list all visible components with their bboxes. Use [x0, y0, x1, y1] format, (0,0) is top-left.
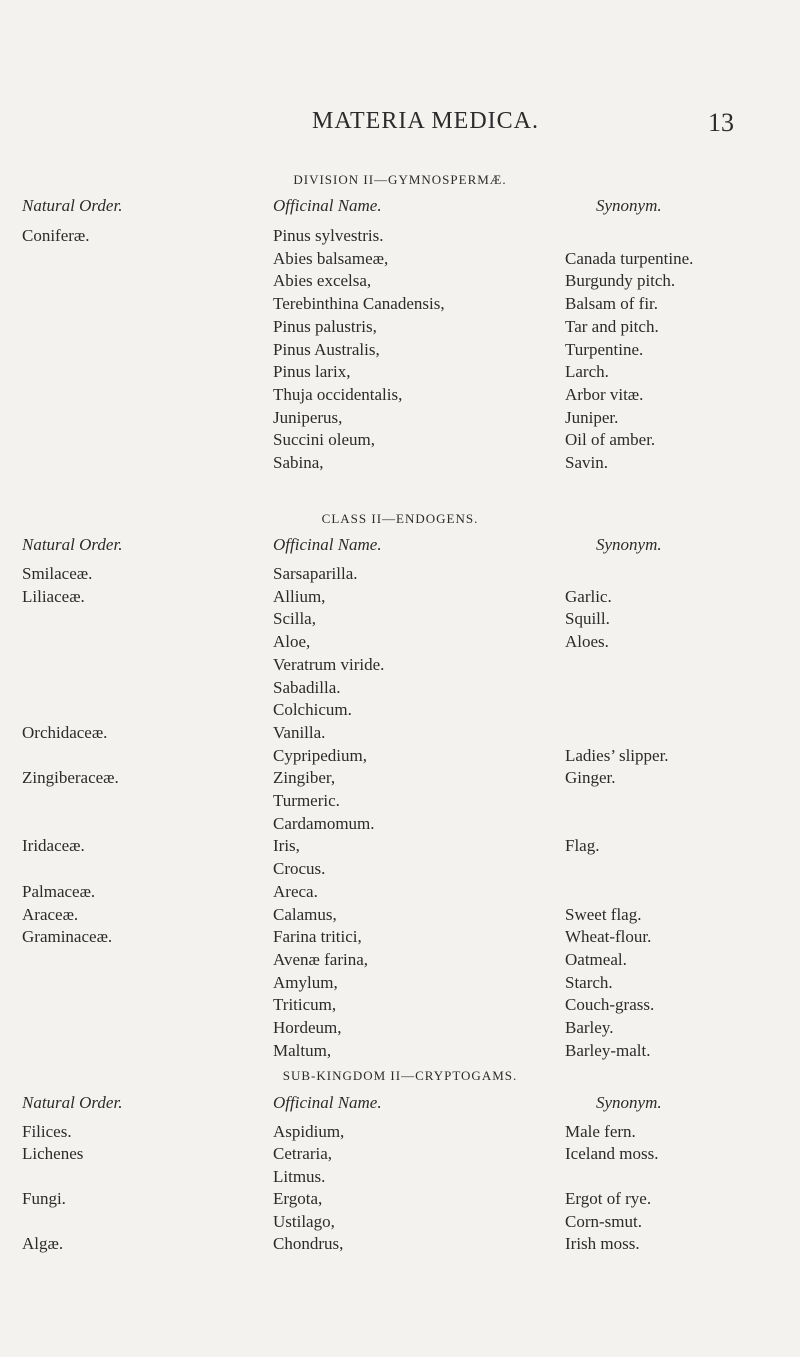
column-header-officinal-name: Officinal Name.: [273, 196, 382, 215]
table-row: [0, 1234, 800, 1258]
table-row: [0, 882, 800, 906]
synonym-cell: Couch-grass.: [565, 995, 655, 1015]
natural-order-cell: Orchidaceæ.: [22, 722, 108, 742]
synonym-cell: Balsam of fir.: [565, 294, 659, 314]
table-row: [0, 1144, 800, 1168]
synonym-cell: Ergot of rye.: [565, 1189, 652, 1209]
officinal-name-cell: Ergota,: [273, 1189, 323, 1209]
synonym-cell: Garlic.: [565, 586, 612, 606]
table-row: [0, 385, 800, 409]
column-header-synonym: Synonym.: [596, 535, 662, 554]
officinal-name-cell: Cardamomum.: [273, 813, 375, 833]
officinal-name-cell: Chondrus,: [273, 1234, 344, 1253]
table-row: [0, 1018, 800, 1042]
synonym-cell: Canada turpentine.: [565, 248, 694, 268]
column-header-synonym: Synonym.: [596, 1093, 662, 1112]
running-title: MATERIA MEDICA.: [312, 108, 540, 134]
synonym-cell: Sweet flag.: [565, 904, 642, 924]
natural-order-cell: Lichenes: [22, 1144, 84, 1164]
table-row: [0, 836, 800, 860]
table-row: [0, 859, 800, 883]
officinal-name-cell: Calamus,: [273, 904, 337, 924]
officinal-name-cell: Areca.: [273, 881, 318, 901]
officinal-name-cell: Veratrum viride.: [273, 654, 385, 674]
officinal-name-cell: Terebinthina Canadensis,: [273, 294, 445, 314]
natural-order-cell: Algæ.: [22, 1234, 64, 1253]
synonym-cell: Aloes.: [565, 632, 609, 652]
table-row: [0, 453, 800, 477]
officinal-name-cell: Scilla,: [273, 609, 316, 629]
table-row: [0, 791, 800, 815]
officinal-name-cell: Iris,: [273, 836, 300, 856]
officinal-name-cell: Pinus Australis,: [273, 339, 380, 359]
synonym-cell: Ladies’ slipper.: [565, 745, 669, 765]
column-header-natural-order: Natural Order.: [22, 1093, 123, 1112]
table-row: [0, 632, 800, 656]
table-row: [0, 362, 800, 386]
table-row: [0, 609, 800, 633]
table-row: [0, 1041, 800, 1065]
synonym-cell: Savin.: [565, 453, 608, 472]
officinal-name-cell: Crocus.: [273, 859, 326, 879]
table-row: [0, 226, 800, 250]
natural-order-cell: Graminaceæ.: [22, 927, 113, 947]
section-title: SUB-KINGDOM II—CRYPTOGAMS.: [282, 1068, 518, 1083]
table-row: [0, 408, 800, 432]
natural-order-cell: Liliaceæ.: [22, 586, 85, 606]
officinal-name-cell: Sabina,: [273, 453, 324, 472]
officinal-name-cell: Maltum,: [273, 1040, 332, 1060]
table-row: [0, 814, 800, 838]
natural-order-cell: Fungi.: [22, 1189, 66, 1209]
officinal-name-cell: Cypripedium,: [273, 745, 367, 765]
officinal-name-cell: Ustilago,: [273, 1211, 335, 1231]
synonym-cell: Iceland moss.: [565, 1144, 659, 1164]
officinal-name-cell: Juniperus,: [273, 407, 343, 427]
column-header-natural-order: Natural Order.: [22, 535, 123, 554]
officinal-name-cell: Triticum,: [273, 995, 337, 1015]
officinal-name-cell: Allium,: [273, 586, 326, 606]
officinal-name-cell: Succini oleum,: [273, 430, 375, 450]
natural-order-cell: Iridaceæ.: [22, 836, 85, 856]
synonym-cell: Oil of amber.: [565, 430, 656, 450]
table-row: [0, 1212, 800, 1236]
column-header-synonym: Synonym.: [596, 196, 662, 215]
officinal-name-cell: Pinus sylvestris.: [273, 226, 384, 245]
officinal-name-cell: Abies excelsa,: [273, 271, 372, 291]
table-row: [0, 655, 800, 679]
synonym-cell: Flag.: [565, 836, 600, 856]
officinal-name-cell: Colchicum.: [273, 700, 352, 720]
officinal-name-cell: Litmus.: [273, 1166, 326, 1186]
officinal-name-cell: Aloe,: [273, 632, 311, 652]
table-row: [0, 430, 800, 454]
officinal-name-cell: Turmeric.: [273, 791, 340, 810]
officinal-name-cell: Aspidium,: [273, 1122, 345, 1141]
table-row: [0, 1122, 800, 1146]
synonym-cell: Arbor vitæ.: [565, 384, 644, 404]
table-row: [0, 700, 800, 724]
synonym-cell: Male fern.: [565, 1122, 636, 1141]
table-row: [0, 587, 800, 611]
officinal-name-cell: Pinus palustris,: [273, 316, 377, 336]
synonym-cell: Corn-smut.: [565, 1211, 642, 1231]
officinal-name-cell: Sarsaparilla.: [273, 564, 358, 583]
officinal-name-cell: Sabadilla.: [273, 677, 341, 697]
table-row: [0, 271, 800, 295]
section-title: CLASS II—ENDOGENS.: [321, 511, 479, 526]
synonym-cell: Starch.: [565, 972, 613, 992]
table-row: [0, 317, 800, 341]
synonym-cell: Oatmeal.: [565, 949, 627, 969]
table-row: [0, 973, 800, 997]
officinal-name-cell: Vanilla.: [273, 722, 326, 742]
table-row: [0, 995, 800, 1019]
synonym-cell: Burgundy pitch.: [565, 271, 676, 291]
officinal-name-cell: Hordeum,: [273, 1018, 342, 1037]
table-row: [0, 249, 800, 273]
officinal-name-cell: Thuja occidentalis,: [273, 384, 403, 404]
synonym-cell: Larch.: [565, 362, 609, 382]
column-header-officinal-name: Officinal Name.: [273, 535, 382, 554]
table-row: [0, 723, 800, 747]
synonym-cell: Turpentine.: [565, 339, 644, 359]
table-row: [0, 564, 800, 588]
natural-order-cell: Araceæ.: [22, 904, 79, 924]
officinal-name-cell: Abies balsameæ,: [273, 248, 389, 268]
synonym-cell: Barley.: [565, 1018, 614, 1037]
table-row: [0, 746, 800, 770]
officinal-name-cell: Amylum,: [273, 972, 338, 992]
table-row: [0, 950, 800, 974]
officinal-name-cell: Avenæ farina,: [273, 949, 369, 969]
natural-order-cell: Smilaceæ.: [22, 564, 93, 583]
officinal-name-cell: Farina tritici,: [273, 927, 362, 947]
column-header-officinal-name: Officinal Name.: [273, 1093, 382, 1112]
synonym-cell: Barley-malt.: [565, 1040, 651, 1060]
officinal-name-cell: Cetraria,: [273, 1144, 332, 1164]
table-row: [0, 768, 800, 792]
table-row: [0, 340, 800, 364]
table-row: [0, 927, 800, 951]
officinal-name-cell: Pinus larix,: [273, 362, 351, 382]
table-row: [0, 294, 800, 318]
synonym-cell: Wheat-flour.: [565, 927, 652, 947]
natural-order-cell: Coniferæ.: [22, 226, 90, 245]
synonym-cell: Irish moss.: [565, 1234, 640, 1253]
synonym-cell: Ginger.: [565, 768, 616, 788]
synonym-cell: Squill.: [565, 609, 610, 629]
column-header-natural-order: Natural Order.: [22, 196, 123, 215]
page-header: [0, 108, 800, 148]
page-number: 13: [708, 108, 734, 137]
synonym-cell: Tar and pitch.: [565, 316, 659, 336]
table-row: [0, 678, 800, 702]
synonym-cell: Juniper.: [565, 407, 619, 427]
natural-order-cell: Palmaceæ.: [22, 881, 96, 901]
table-row: [0, 1167, 800, 1191]
section-title: DIVISION II—GYMNOSPERMÆ.: [293, 172, 507, 187]
table-row: [0, 905, 800, 929]
natural-order-cell: Zingiberaceæ.: [22, 768, 119, 788]
table-row: [0, 1189, 800, 1213]
officinal-name-cell: Zingiber,: [273, 768, 336, 788]
natural-order-cell: Filices.: [22, 1122, 72, 1141]
